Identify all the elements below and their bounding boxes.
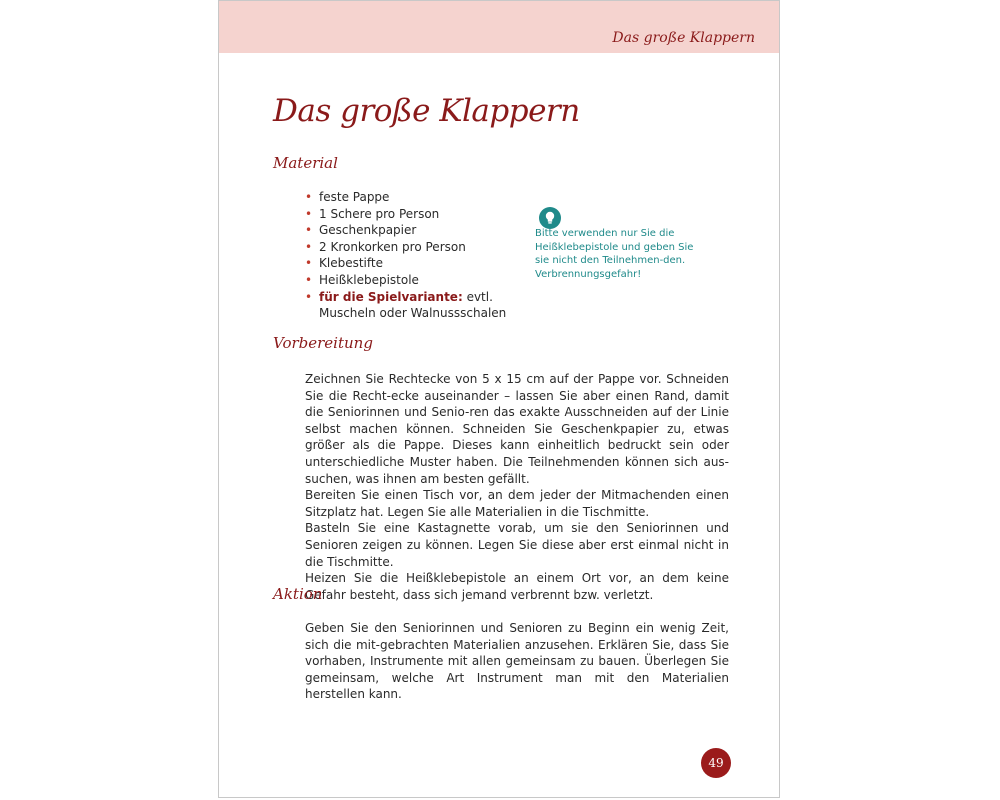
tip-text: Bitte verwenden nur Sie die Heißklebepistole und geben Sie sie nicht den Teilnehmen-den. Verbrennungsgefahr! <box>535 228 694 280</box>
list-item-text: Klebestifte <box>319 256 383 271</box>
paragraph: Geben Sie den Seniorinnen und Senioren zu Beginn ein wenig Zeit, sich die mit-gebrachten Materialien anzusehen. Erklären Sie, dass Sie vorhaben, Instrumente mit allen gemeinsam zu bauen. Überlegen Sie gemeinsam, welche Art Instrument man mit den Materialien herstellen kann. <box>305 621 729 702</box>
bullet: • <box>305 256 313 271</box>
lightbulb-glyph <box>544 211 556 225</box>
bullet: • <box>305 206 313 221</box>
bullet: • <box>305 272 313 287</box>
aktion-heading: Aktion <box>273 585 323 603</box>
lightbulb-icon <box>539 207 561 229</box>
paragraph: Basteln Sie eine Kastagnette vorab, um sie den Seniorinnen und Senioren zeigen zu können. Legen Sie diese aber erst einmal nicht in die Tischmitte. <box>305 521 729 569</box>
aktion-text <box>305 620 729 703</box>
list-item-text: Heißklebepistole <box>319 272 419 287</box>
running-title: Das große Klappern <box>612 30 755 46</box>
material-heading: Material <box>273 154 338 172</box>
list-item <box>305 255 525 272</box>
list-item-text: feste Pappe <box>319 190 390 204</box>
list-item <box>305 222 525 239</box>
list-item-text: Geschenkpapier <box>319 223 417 238</box>
page <box>218 0 780 798</box>
list-item <box>305 189 525 206</box>
paragraph: Bereiten Sie einen Tisch vor, an dem jeder der Mitmachenden einen Sitzplatz hat. Legen Sie alle Materialien in die Tischmitte. <box>305 488 729 519</box>
bullet: • <box>305 223 313 238</box>
bullet: • <box>305 289 313 304</box>
vorbereitung-text <box>305 371 729 603</box>
variant-text: evtl. Muscheln oder Walnussschalen <box>319 289 507 321</box>
list-item-text: 1 Schere pro Person <box>319 206 440 221</box>
list-item <box>305 206 525 223</box>
list-item-variant <box>305 289 525 322</box>
bullet: • <box>305 190 313 204</box>
variant-label: für die Spielvariante: <box>319 289 463 304</box>
vorbereitung-heading: Vorbereitung <box>273 334 373 352</box>
paragraph: Zeichnen Sie Rechtecke von 5 x 15 cm auf der Pappe vor. Schneiden Sie die Recht-ecke auseinander – lassen Sie aber einen Rand, damit die Seniorinnen und Senio-ren das exakte Ausschneiden auf der Linie selbst machen können. Schneiden Sie Geschenkpapier zu, etwas größer als die Pappe. Dieses kann einheitlich bedruckt sein oder unterschiedliche Muster haben. Die Teilnehmenden können sich aus-suchen, was ihnen am besten gefällt. <box>305 372 729 486</box>
list-item <box>305 239 525 256</box>
material-list <box>305 189 525 322</box>
paragraph: Heizen Sie die Heißklebepistole an einem Ort vor, an dem keine Gefahr besteht, dass sich jemand verbrennt bzw. verletzt. <box>305 571 729 602</box>
page-number: 49 <box>701 748 731 778</box>
list-item-text: 2 Kronkorken pro Person <box>319 239 466 254</box>
page-title: Das große Klappern <box>273 93 580 129</box>
bullet: • <box>305 239 313 254</box>
list-item <box>305 272 525 289</box>
header-band <box>219 1 779 53</box>
